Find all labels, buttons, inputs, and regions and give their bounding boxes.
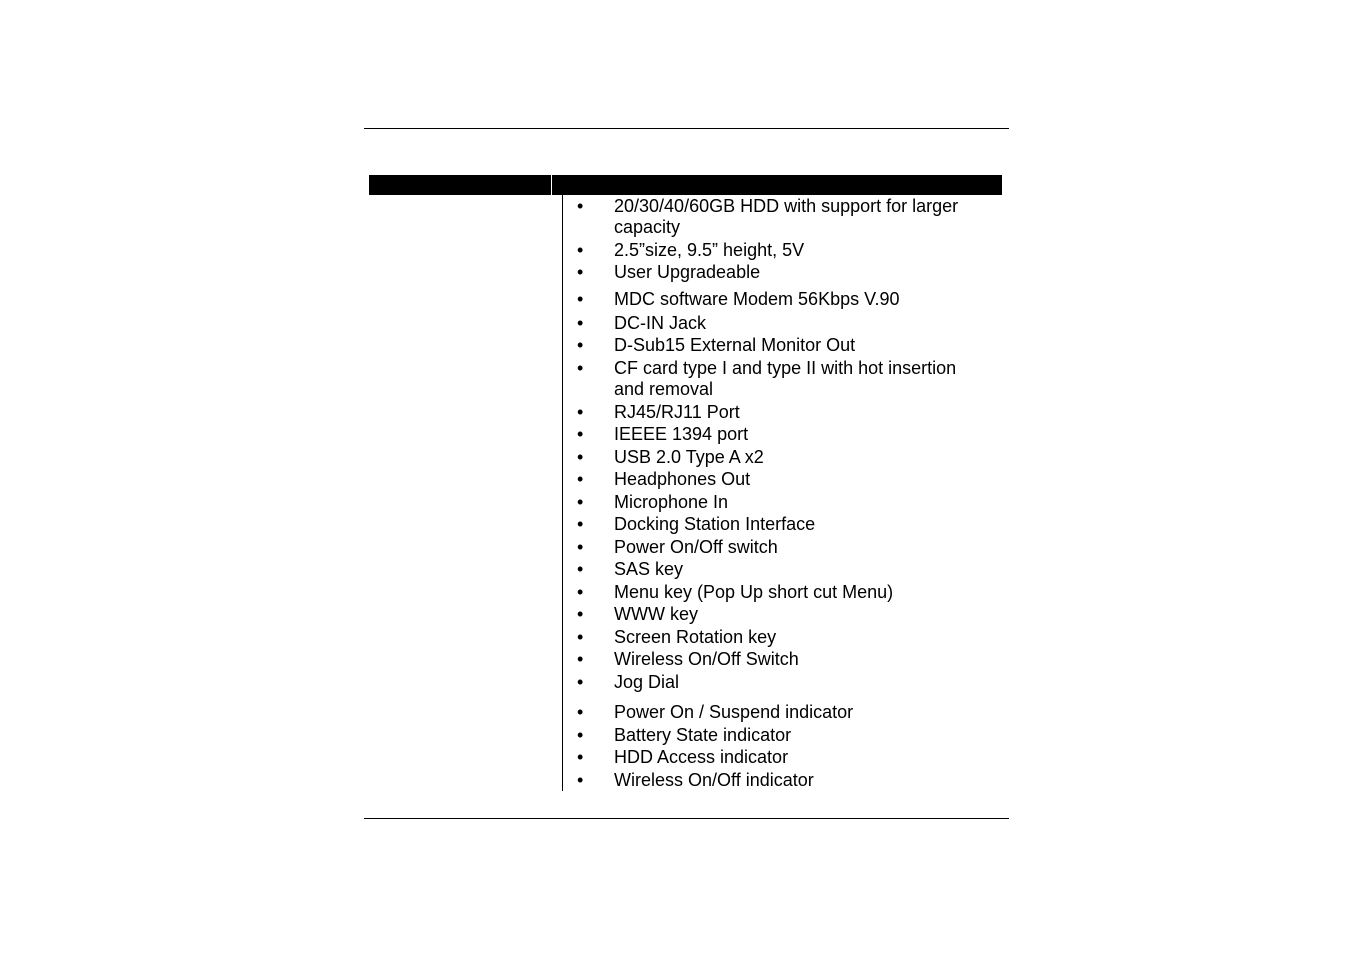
list-bullet: •	[577, 196, 584, 216]
list-bullet: •	[577, 649, 584, 669]
list-item: Jog Dial	[614, 672, 680, 692]
list-item: HDD Access indicator	[614, 747, 789, 767]
list-bullet: •	[577, 313, 584, 333]
list-item: Power On/Off switch	[614, 537, 778, 557]
header-column-divider	[551, 175, 552, 195]
list-item: Headphones Out	[614, 469, 751, 489]
list-item: Docking Station Interface	[614, 514, 816, 534]
bottom-rule	[364, 818, 1009, 819]
list-bullet: •	[577, 747, 584, 767]
list-item: IEEEE 1394 port	[614, 424, 749, 444]
table-header-bar	[369, 175, 1002, 195]
list-bullet: •	[577, 402, 584, 422]
list-bullet: •	[577, 262, 584, 282]
list-bullet: •	[577, 469, 584, 489]
list-item: 20/30/40/60GB HDD with support for larger capacity	[614, 196, 959, 237]
list-bullet: •	[577, 492, 584, 512]
list-item: 2.5”size, 9.5” height, 5V	[614, 240, 805, 260]
list-item: User Upgradeable	[614, 262, 761, 282]
list-item: Microphone In	[614, 492, 729, 512]
list-bullet: •	[577, 240, 584, 260]
list-item: Wireless On/Off indicator	[614, 770, 814, 790]
list-item: USB 2.0 Type A x2	[614, 447, 764, 467]
list-bullet: •	[577, 604, 584, 624]
list-item: MDC software Modem 56Kbps V.90	[614, 289, 900, 309]
list-item: WWW key	[614, 604, 698, 624]
list-bullet: •	[577, 514, 584, 534]
list-item: Battery State indicator	[614, 725, 792, 745]
list-bullet: •	[577, 582, 584, 602]
list-item: D-Sub15 External Monitor Out	[614, 335, 856, 355]
list-bullet: •	[577, 358, 584, 378]
list-bullet: •	[577, 770, 584, 790]
list-item: DC-IN Jack	[614, 313, 707, 333]
list-item: RJ45/RJ11 Port	[614, 402, 740, 422]
list-bullet: •	[577, 627, 584, 647]
list-bullet: •	[577, 335, 584, 355]
list-item: Wireless On/Off Switch	[614, 649, 799, 669]
list-bullet: •	[577, 424, 584, 444]
list-bullet: •	[577, 672, 584, 692]
list-item: Power On / Suspend indicator	[614, 702, 854, 722]
list-bullet: •	[577, 289, 584, 309]
top-rule	[364, 128, 1009, 129]
list-bullet: •	[577, 559, 584, 579]
list-item: Screen Rotation key	[614, 627, 777, 647]
list-item: SAS key	[614, 559, 684, 579]
list-bullet: •	[577, 447, 584, 467]
list-bullet: •	[577, 702, 584, 722]
list-bullet: •	[577, 725, 584, 745]
table-column-divider	[562, 195, 563, 791]
list-bullet: •	[577, 537, 584, 557]
list-item: CF card type I and type II with hot insertion and removal	[614, 358, 957, 399]
list-item: Menu key (Pop Up short cut Menu)	[614, 582, 894, 602]
